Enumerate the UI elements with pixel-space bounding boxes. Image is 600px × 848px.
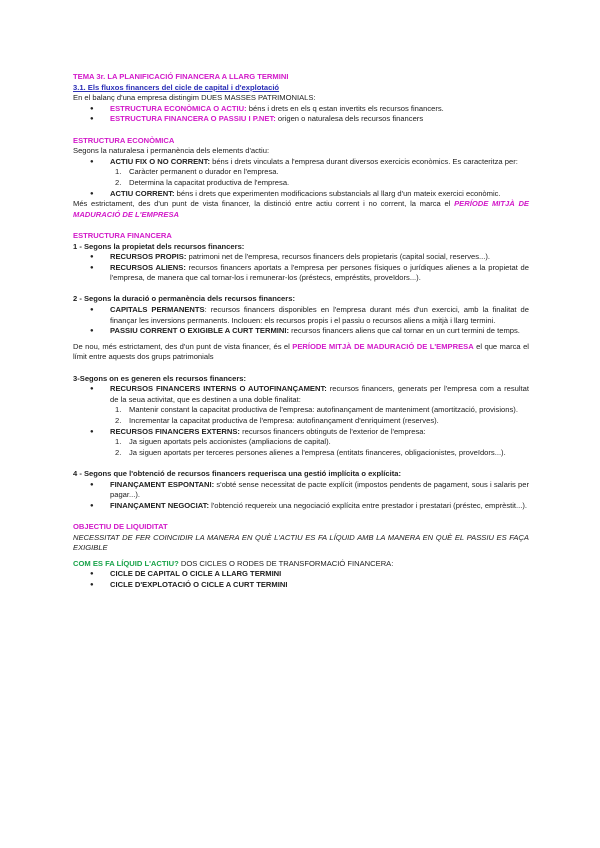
fin-s1-heading: 1 - Segons la propietat dels recursos financers: [73, 241, 245, 251]
list-item: ● RECURSOS PROPIS: patrimoni net de l'empresa, recursos financers dels propietaris (capital social, reserves...). [73, 252, 529, 263]
list-item: ● ESTRUCTURA ECONÒMICA O ACTIU: béns i drets en els q estan invertits els recursos financers. [73, 104, 529, 115]
list-item: ● ESTRUCTURA FINANCERA O PASSIU I P.NET: origen o naturalesa dels recursos financers [73, 114, 529, 125]
numbered-item: 2. Incrementar la capacitat productiva de l'empresa: autofinançament d'enriquiment (reserves). [115, 416, 439, 425]
numbered-item: 1. Mantenir constant la capacitat productiva de l'empresa: autofinançament de manteniment (amortització, provisions). [115, 405, 518, 415]
list-item: ● RECURSOS FINANCERS INTERNS O AUTOFINANÇAMENT: recursos financers, generats per l'empresa com a resultat de la seua activitat, que es destinen a una doble finalitat: [73, 384, 529, 405]
list-item: ● PASSIU CORRENT O EXIGIBLE A CURT TERMINI: recursos financers aliens que cal tornar en un curt termini de temps. [73, 326, 529, 337]
econ-heading: ESTRUCTURA ECONÒMICA [73, 135, 175, 145]
list-item: ● ACTIU CORRENT: béns i drets que experimenten modificacions substancials al llarg d'un mateix exercici econòmic. [73, 189, 529, 200]
liq-heading: OBJECTIU DE LIQUIDITAT [73, 521, 168, 531]
fin-heading: ESTRUCTURA FINANCERA [73, 230, 172, 240]
econ-intro: Segons la naturalesa i permanència dels elements d'actiu: [73, 146, 270, 156]
list-item: ● FINANÇAMENT ESPONTANI: s'obté sense necessitat de pacte explícit (impostos pendents de pagament, sous i salaris per pagar...). [73, 480, 529, 501]
econ-list [73, 157, 529, 168]
intro-text: En el balanç d'una empresa distingim DUES MASSES PATRIMONIALS: [73, 93, 316, 103]
document-page [73, 72, 529, 591]
list-item: ● RECURSOS FINANCERS EXTERNS: recursos financers obtinguts de l'exterior de l'empresa: [73, 427, 529, 438]
fin-s2-note: De nou, més estrictament, des d'un punt de vista financer, és el PERÍODE MITJÀ DE MADURACIÓ DE L'EMPRESA el que marca el límit entre aquests dos grups patrimonials [73, 341, 529, 362]
fin-s4-heading: 4 - Segons que l'obtenció de recursos financers requerisca una gestió implícita o explícita: [73, 468, 402, 478]
numbered-item: 2. Determina la capacitat productiva de l'empresa. [115, 177, 290, 187]
liq-text: NECESSITAT DE FER COINCIDIR LA MANERA EN QUÈ L'ACTIU ES FA LÍQUID AMB LA MANERA EN QUÈ EL PASSIU ES FAÇA EXIGIBLE [73, 532, 529, 553]
doc-title: TEMA 3r. LA PLANIFICACIÓ FINANCERA A LLARG TERMINI [73, 72, 289, 81]
list-item: ● CICLE DE CAPITAL O CICLE A LLARG TERMINI [73, 569, 529, 580]
list-item: ● CICLE D'EXPLOTACIÓ O CICLE A CURT TERMINI [73, 580, 529, 591]
list-item: ● RECURSOS ALIENS: recursos financers aportats a l'empresa per persones físiques o jurídiques alienes a la propietat de l'empresa, de manera que cal tornar-los i remunerar-los (préstecs, empréstits, proveïdors...). [73, 263, 529, 284]
masses-list [73, 104, 529, 125]
fin-s3-heading: 3-Segons on es generen els recursos financers: [73, 373, 247, 383]
numbered-item: 1. Caràcter permanent o durador en l'empresa. [115, 167, 279, 177]
pmm-text: Més estrictament, des d'un punt de vista financer, la distinció entre actiu corrent i no corrent, la marca el PERÍODE MITJÀ DE MADURACIÓ DE L'EMPRESA [73, 199, 529, 219]
list-item: ● ACTIU FIX O NO CORRENT: béns i drets vinculats a l'empresa durant diversos exercicis econòmics. Es caracteritza per: [73, 157, 529, 168]
fin-s2-heading: 2 - Segons la duració o permanència dels recursos financers: [73, 294, 295, 304]
list-item: ● CAPITALS PERMANENTS: recursos financers disponibles en l'empresa durant més d'un exercici, amb la finalitat de finançar les inversions permanents. Inclouen: els recursos propis i el passiu o recursos aliens a mitjà i llarg termini. [73, 305, 529, 326]
list-item: ● FINANÇAMENT NEGOCIAT: l'obtenció requereix una negociació explícita entre prestador i prestatari (préstec, emprèstit...). [73, 501, 529, 512]
numbered-item: 1. Ja siguen aportats pels accionistes (ampliacions de capital). [115, 437, 331, 447]
section-subtitle: 3.1. Els fluxos financers del cicle de capital i d'explotació [73, 82, 280, 92]
liq-question: COM ES FA LÍQUID L'ACTIU? DOS CICLES O RODES DE TRANSFORMACIÓ FINANCERA: [73, 558, 394, 568]
numbered-item: 2. Ja siguen aportats per terceres persones alienes a l'empresa (entitats financeres, obligacionistes, proveïdors...). [115, 447, 506, 457]
fix-features [73, 167, 529, 188]
